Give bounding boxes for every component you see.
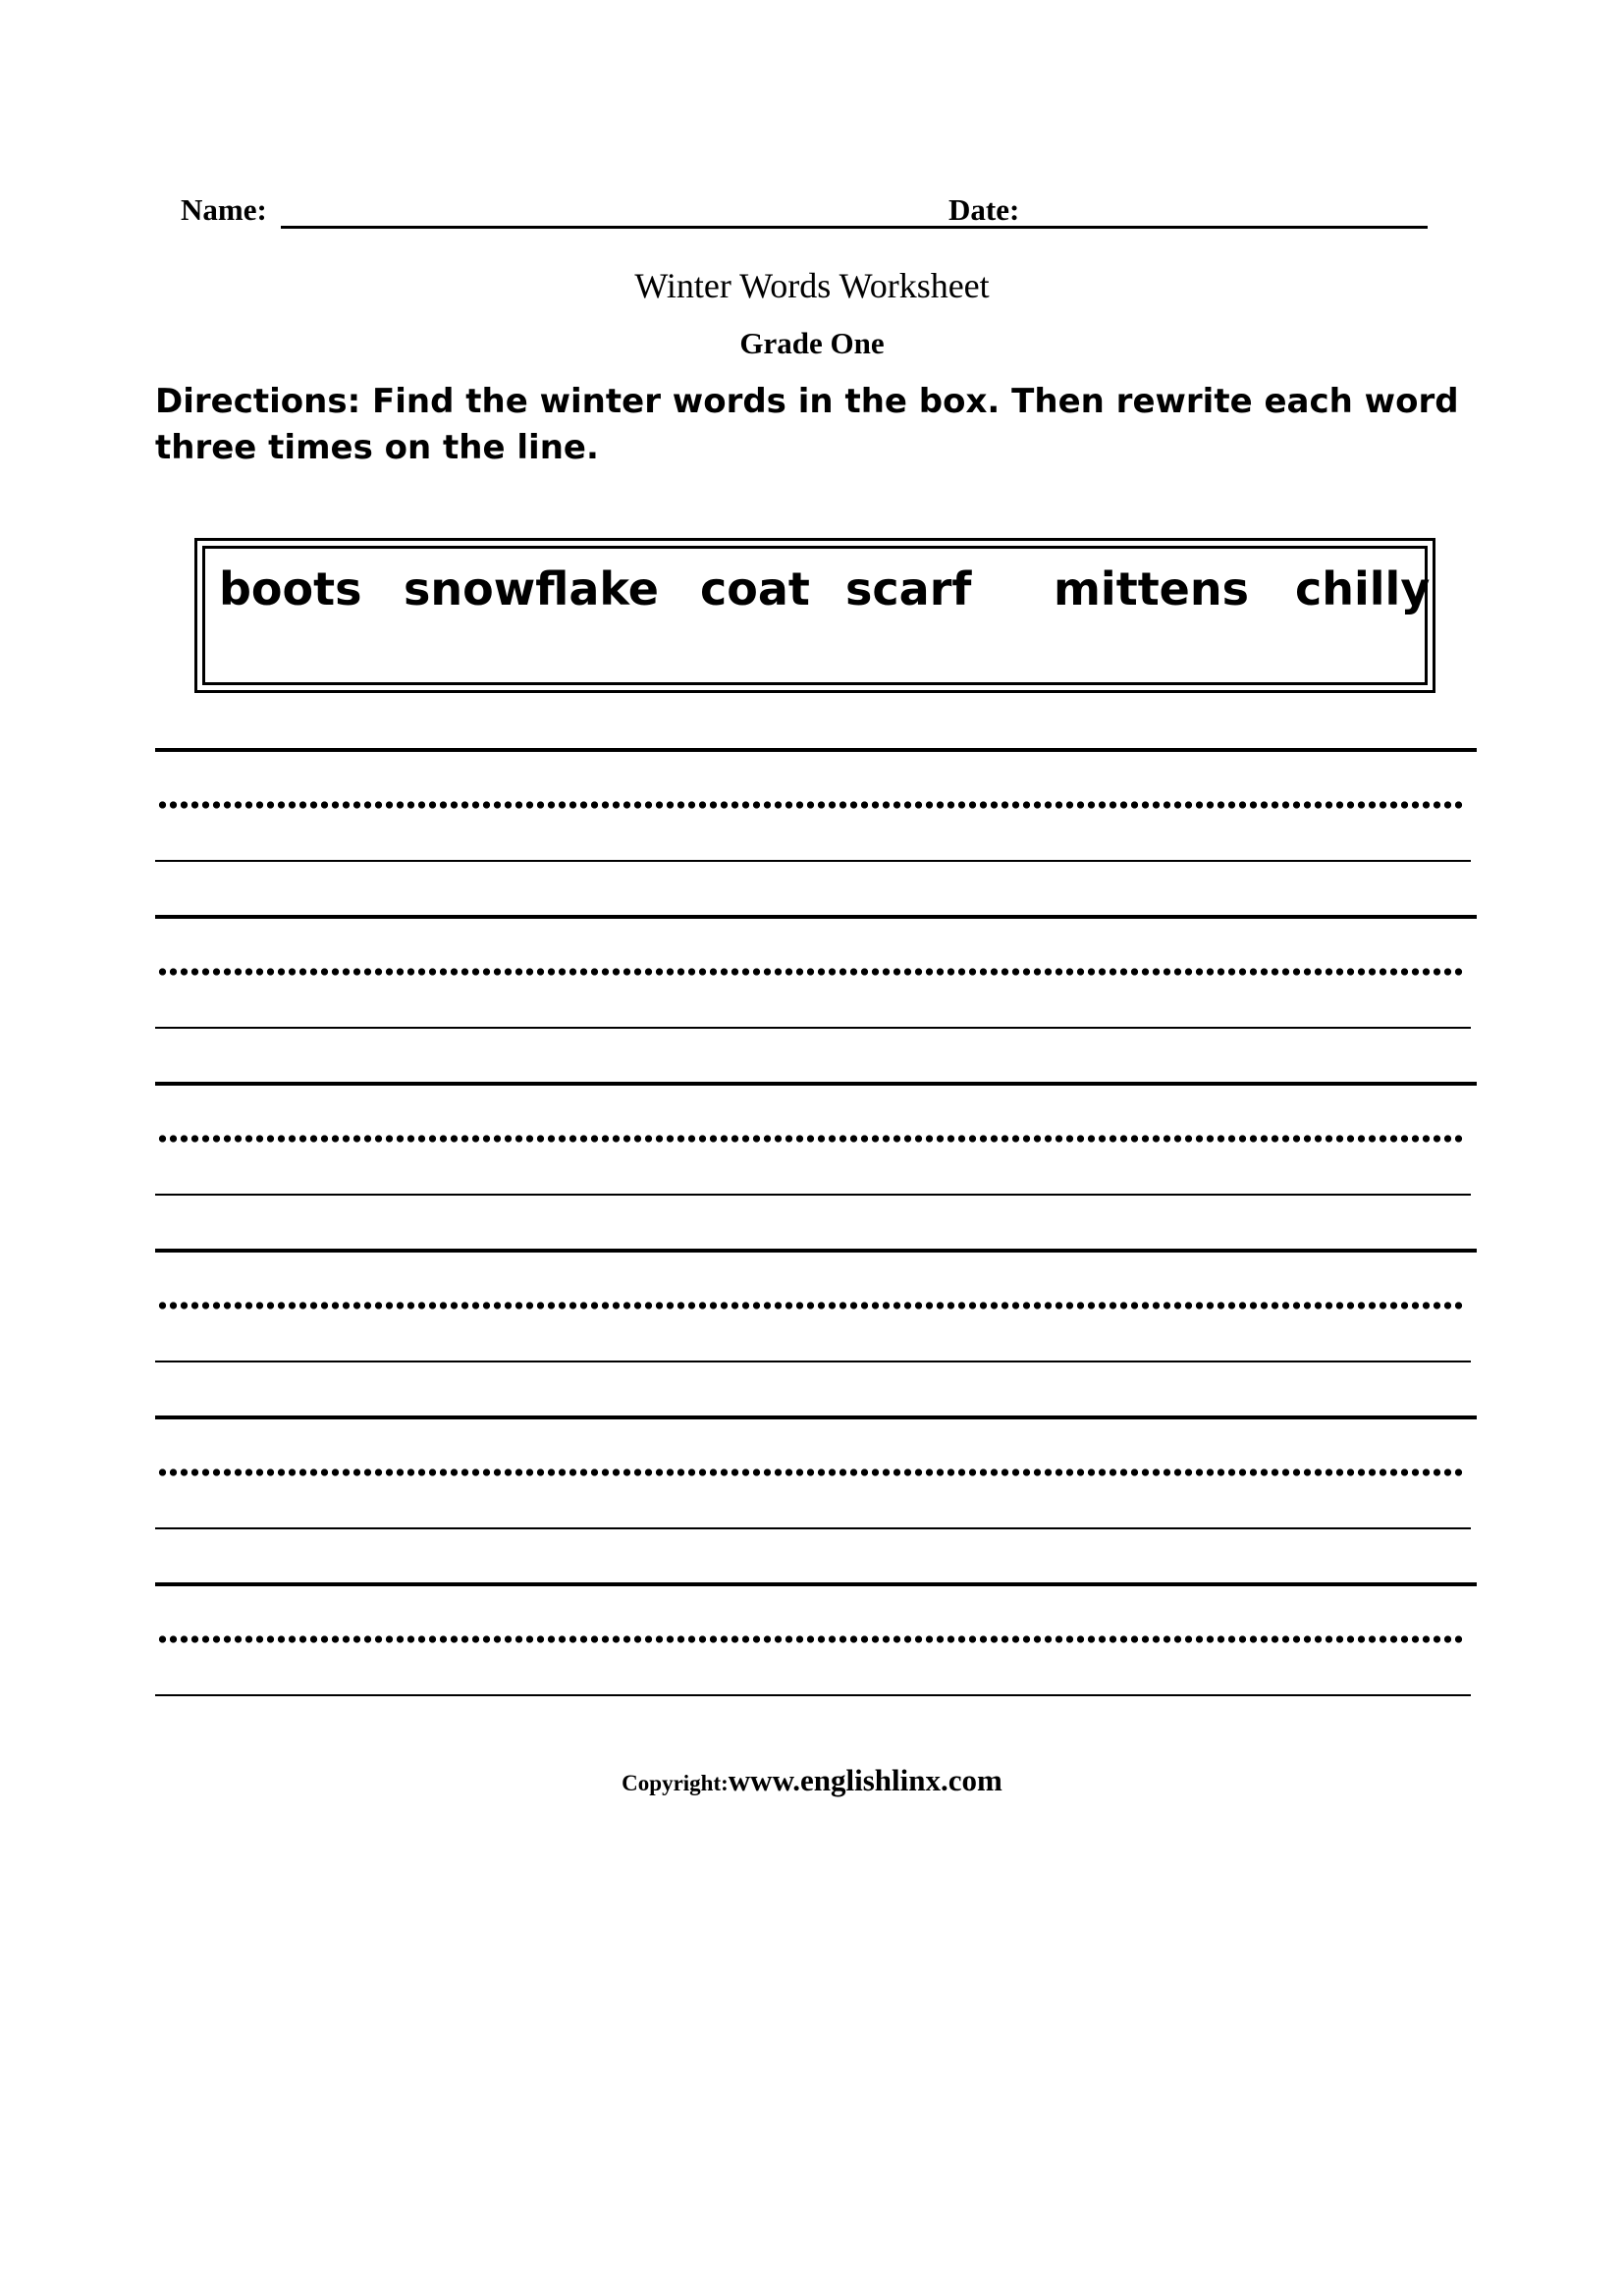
top-line: [155, 1415, 1477, 1419]
top-line: [155, 1582, 1477, 1586]
worksheet-subtitle: Grade One: [739, 326, 885, 360]
top-line: [155, 915, 1477, 919]
word-mittens: mittens: [1054, 562, 1250, 615]
worksheet-title: Winter Words Worksheet: [634, 266, 990, 305]
base-line: [155, 1361, 1471, 1362]
word-box: [194, 538, 1435, 693]
writing-lines: [155, 748, 1477, 1749]
base-line: [155, 1527, 1471, 1529]
word-coat: coat: [700, 562, 810, 615]
copyright-label: Copyright:: [622, 1771, 729, 1795]
dotted-midline: [157, 968, 1465, 976]
word-snowflake: snowflake: [404, 562, 659, 615]
writing-line-group[interactable]: [155, 1415, 1477, 1582]
directions-text: Directions: Find the winter words in the box. Then rewrite each word three times on the line.: [155, 382, 1459, 467]
top-line: [155, 1249, 1477, 1253]
word-scarf: scarf: [845, 562, 972, 615]
writing-line-group[interactable]: [155, 1582, 1477, 1749]
writing-line-group[interactable]: [155, 1249, 1477, 1415]
dotted-midline: [157, 801, 1465, 809]
base-line: [155, 1194, 1471, 1196]
word-box-inner-border: [202, 546, 1431, 685]
base-line: [155, 860, 1471, 862]
copyright-footer: [0, 1763, 1624, 1798]
top-line: [155, 1082, 1477, 1086]
date-field[interactable]: [1033, 226, 1428, 229]
dotted-midline: [157, 1635, 1465, 1643]
date-label: Date:: [948, 192, 1020, 227]
base-line: [155, 1027, 1471, 1029]
writing-line-group[interactable]: [155, 1082, 1477, 1249]
name-date-row: [181, 192, 1428, 236]
dotted-midline: [157, 1468, 1465, 1476]
base-line: [155, 1694, 1471, 1696]
writing-line-group[interactable]: [155, 915, 1477, 1082]
name-label: Name:: [181, 192, 267, 227]
website-link[interactable]: www.englishlinx.com: [728, 1763, 1002, 1797]
top-line: [155, 748, 1477, 752]
word-boots: boots: [219, 562, 362, 615]
writing-line-group[interactable]: [155, 748, 1477, 915]
dotted-midline: [157, 1135, 1465, 1143]
word-chilly: chilly: [1295, 562, 1431, 615]
dotted-midline: [157, 1302, 1465, 1309]
